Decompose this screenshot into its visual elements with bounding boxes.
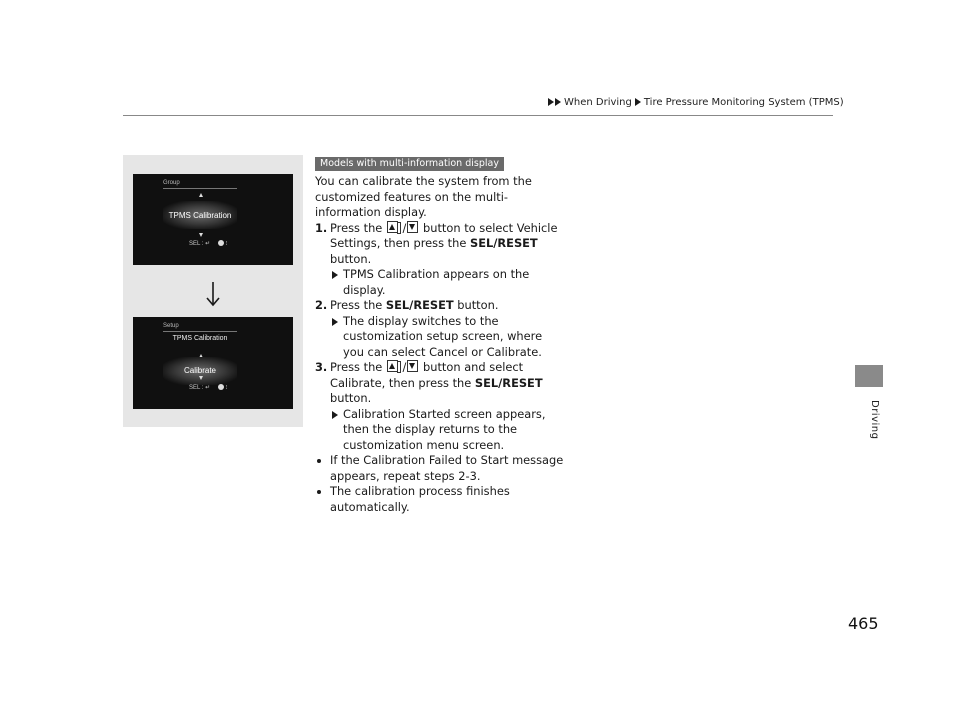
- step-1: 1. Press the / button to select Vehicle Settings, then press the SEL/RESET button. TPMS Calibration appears on the display.: [315, 221, 565, 299]
- breadcrumb-item: Tire Pressure Monitoring System (TPMS): [643, 96, 844, 108]
- page-number: 465: [848, 614, 879, 633]
- button-name: SEL/RESET: [474, 375, 543, 390]
- step-result: [330, 267, 565, 298]
- info-up-button-icon: [387, 360, 398, 372]
- note-text: The calibration process finishes automatically.: [330, 484, 510, 514]
- scroll-icon: ⁝: [225, 241, 228, 247]
- display-screen-setup: [133, 317, 293, 409]
- screen-selected-item: Calibrate: [183, 366, 216, 375]
- info-icon: [218, 240, 224, 246]
- section-tab: [855, 365, 883, 387]
- step-text: button.: [330, 391, 372, 405]
- step-2: [315, 298, 565, 360]
- step-text: button.: [330, 251, 372, 266]
- info-down-button-icon: [407, 360, 418, 372]
- intro-text: You can calibrate the system from the customized features on the multi-information display.: [315, 174, 532, 219]
- sel-label: SEL :: [189, 241, 204, 247]
- button-name: SEL/RESET: [469, 236, 538, 250]
- step-text: button to select Vehicle Settings, then press the: [330, 220, 558, 250]
- breadcrumb-arrow-icon: [548, 98, 554, 106]
- result-arrow-icon: [332, 271, 338, 279]
- step-text: Press the: [330, 298, 383, 312]
- screen-selected-item: TPMS Calibration: [168, 211, 232, 220]
- figure-panel: [123, 155, 303, 427]
- step-result: [330, 407, 565, 454]
- screen-header: Setup: [163, 323, 179, 329]
- scroll-down-icon: [199, 233, 203, 237]
- bullet-icon: [317, 490, 321, 494]
- model-badge: Models with multi-information display: [315, 157, 504, 171]
- step-number: 1.: [315, 220, 328, 235]
- step-text: Press the: [330, 360, 383, 374]
- step-text: Press the: [330, 220, 383, 235]
- info-down-button-icon: [407, 221, 418, 233]
- result-arrow-icon: [332, 318, 338, 326]
- scroll-down-icon: [199, 376, 203, 380]
- step-number: 3.: [315, 360, 328, 374]
- breadcrumb-item: When Driving: [564, 96, 632, 108]
- enter-icon: ↵: [205, 241, 211, 247]
- info-up-button-icon: [387, 221, 398, 233]
- scroll-up-icon: [199, 193, 203, 197]
- step-text: button.: [457, 298, 499, 312]
- screen-divider: [163, 188, 237, 189]
- info-icon: [218, 384, 224, 390]
- scroll-icon: ⁝: [225, 385, 228, 391]
- button-name: SEL/RESET: [385, 298, 454, 312]
- bullet-icon: [317, 459, 321, 463]
- breadcrumb-arrow-icon: [555, 98, 561, 106]
- result-text: Calibration Started screen appears, then the display returns to the customization menu screen.: [343, 406, 546, 452]
- sel-label: SEL :: [189, 385, 204, 391]
- screen-footer: [189, 384, 227, 391]
- instructions: [315, 155, 565, 515]
- breadcrumb-separator-icon: [635, 98, 641, 106]
- header-rule: [123, 115, 833, 116]
- screen-footer: [189, 240, 227, 247]
- screen-header: Group: [163, 180, 180, 186]
- step-result: [330, 314, 565, 361]
- section-label: Driving: [869, 400, 880, 440]
- breadcrumb: [548, 95, 844, 109]
- transition-arrow-icon: [204, 281, 222, 307]
- note-bullet: [315, 484, 565, 515]
- step-number: 2.: [315, 298, 328, 312]
- result-text: TPMS Calibration appears on the display.: [343, 267, 530, 297]
- enter-icon: ↵: [205, 385, 211, 391]
- step-3: 3. Press the / button and select Calibrate, then press the SEL/RESET button. Calibration Started screen appears, then the display returns to the customization menu screen.: [315, 360, 565, 453]
- note-bullet: [315, 453, 565, 484]
- result-text: The display switches to the customization setup screen, where you can select Cancel or Calibrate.: [343, 313, 543, 359]
- display-screen-group: [133, 174, 293, 265]
- screen-divider: [163, 331, 237, 332]
- step-text: button and select Calibrate, then press the: [330, 360, 524, 390]
- note-text: If the Calibration Failed to Start message appears, repeat steps 2-3.: [330, 453, 564, 483]
- screen-title: TPMS Calibration: [172, 335, 228, 342]
- result-arrow-icon: [332, 411, 338, 419]
